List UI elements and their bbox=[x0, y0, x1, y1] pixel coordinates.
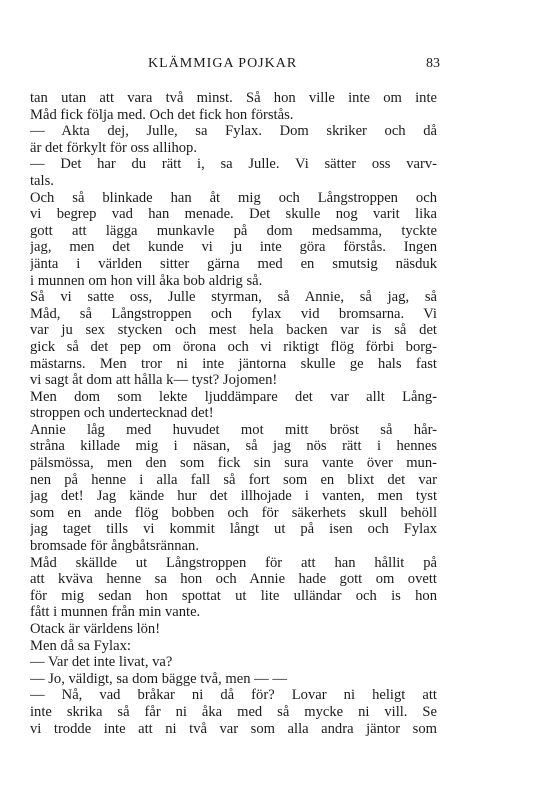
text-line: i munnen om hon vill åka bob aldrig så. bbox=[30, 272, 263, 289]
text-line: mästarns. Men tror ni inte jäntorna skulle ge hals fast bbox=[30, 355, 437, 372]
text-line: pälsmössa, men den som fick sin sura vante över mun- bbox=[30, 455, 437, 472]
running-title: KLÄMMIGA POJKAR bbox=[148, 56, 298, 71]
text-line: vi begrep vad han menade. Det skulle nog varit lika bbox=[30, 206, 437, 223]
text-line: jag det! Jag kände hur det illhojade i vanten, men tyst bbox=[30, 488, 437, 505]
text-line: Måd, så Långstroppen och fylax vid bromsarna. Vi bbox=[30, 305, 437, 322]
text-line: att kväva henne sa hon och Annie hade gott om ovett bbox=[30, 571, 437, 588]
text-line: nen på henne i alla fall så fort som en blixt det var bbox=[30, 471, 437, 488]
text-line: tan utan att vara två minst. Så hon ville inte om inte bbox=[30, 90, 437, 106]
text-line: Men dom som lekte ljuddämpare det var allt Lång- bbox=[30, 388, 437, 405]
text-line: Annie låg med huvudet mot mitt bröst så hår- bbox=[30, 421, 437, 438]
text-line: gott att lägga munkavle på dom medsamma, tyckte bbox=[30, 222, 437, 239]
text-line: vi sagt åt dom att hålla k— tyst? Jojomen! bbox=[30, 372, 278, 389]
text-line: — Nå, vad bråkar ni då för? Lovar ni heligt att bbox=[30, 687, 437, 704]
text-line: inte skrika så får ni åka med så mycke ni vill. Se bbox=[30, 703, 437, 720]
text-line: Och så blinkade han åt mig och Långstroppen och bbox=[30, 189, 437, 206]
text-line: — Det har du rätt i, sa Julle. Vi sätter oss varv- bbox=[30, 156, 437, 173]
text-line: jag taget tills vi kommit långt ut på isen och Fylax bbox=[30, 521, 437, 538]
text-line: för mig sedan hon spottat ut lite ulländar och is hon bbox=[30, 587, 437, 604]
text-line: gick så det pep om örona och vi riktigt flög förbi borg- bbox=[30, 338, 437, 355]
text-line: — Var det inte livat, va? bbox=[30, 654, 173, 671]
text-line: Måd skällde ut Långstroppen för att han hållit på bbox=[30, 554, 437, 571]
text-line: bromsade för ångbåtsrännan. bbox=[30, 538, 199, 555]
text-line: Så vi satte oss, Julle styrman, så Annie, så jag, så bbox=[30, 289, 437, 306]
text-line: är det förkylt för oss allihop. bbox=[30, 139, 197, 156]
text-line: Måd fick följa med. Och det fick hon förstås. bbox=[30, 106, 294, 123]
text-line: tals. bbox=[30, 172, 54, 189]
text-line: stroppen och undertecknad det! bbox=[30, 405, 214, 422]
body-text bbox=[30, 90, 437, 737]
text-line: stråna killade mig i näsan, så jag nös rätt i hennes bbox=[30, 438, 437, 455]
text-line: vi trodde inte att ni två var som alla andra jäntor som bbox=[30, 720, 437, 737]
text-line: Men då sa Fylax: bbox=[30, 637, 131, 654]
text-line: var ju sex stycken och mest hela backen var is så det bbox=[30, 322, 437, 339]
page-header bbox=[0, 56, 536, 78]
text-line: — Jo, väldigt, sa dom bägge två, men — — bbox=[30, 670, 287, 687]
text-line: Otack är världens lön! bbox=[30, 621, 161, 637]
text-line: jag, men det kunde vi ju inte göra förstås. Ingen bbox=[30, 239, 437, 256]
page-number: 83 bbox=[426, 56, 440, 71]
text-line: jänta i världen sitter gärna med en smutsig näsduk bbox=[30, 255, 437, 272]
text-line: fått i munnen från min vante. bbox=[30, 604, 201, 621]
text-line: som en ande flög bobben och för säkerhets skull behöll bbox=[30, 504, 437, 521]
text-line: — Akta dej, Julle, sa Fylax. Dom skriker och då bbox=[30, 123, 437, 140]
